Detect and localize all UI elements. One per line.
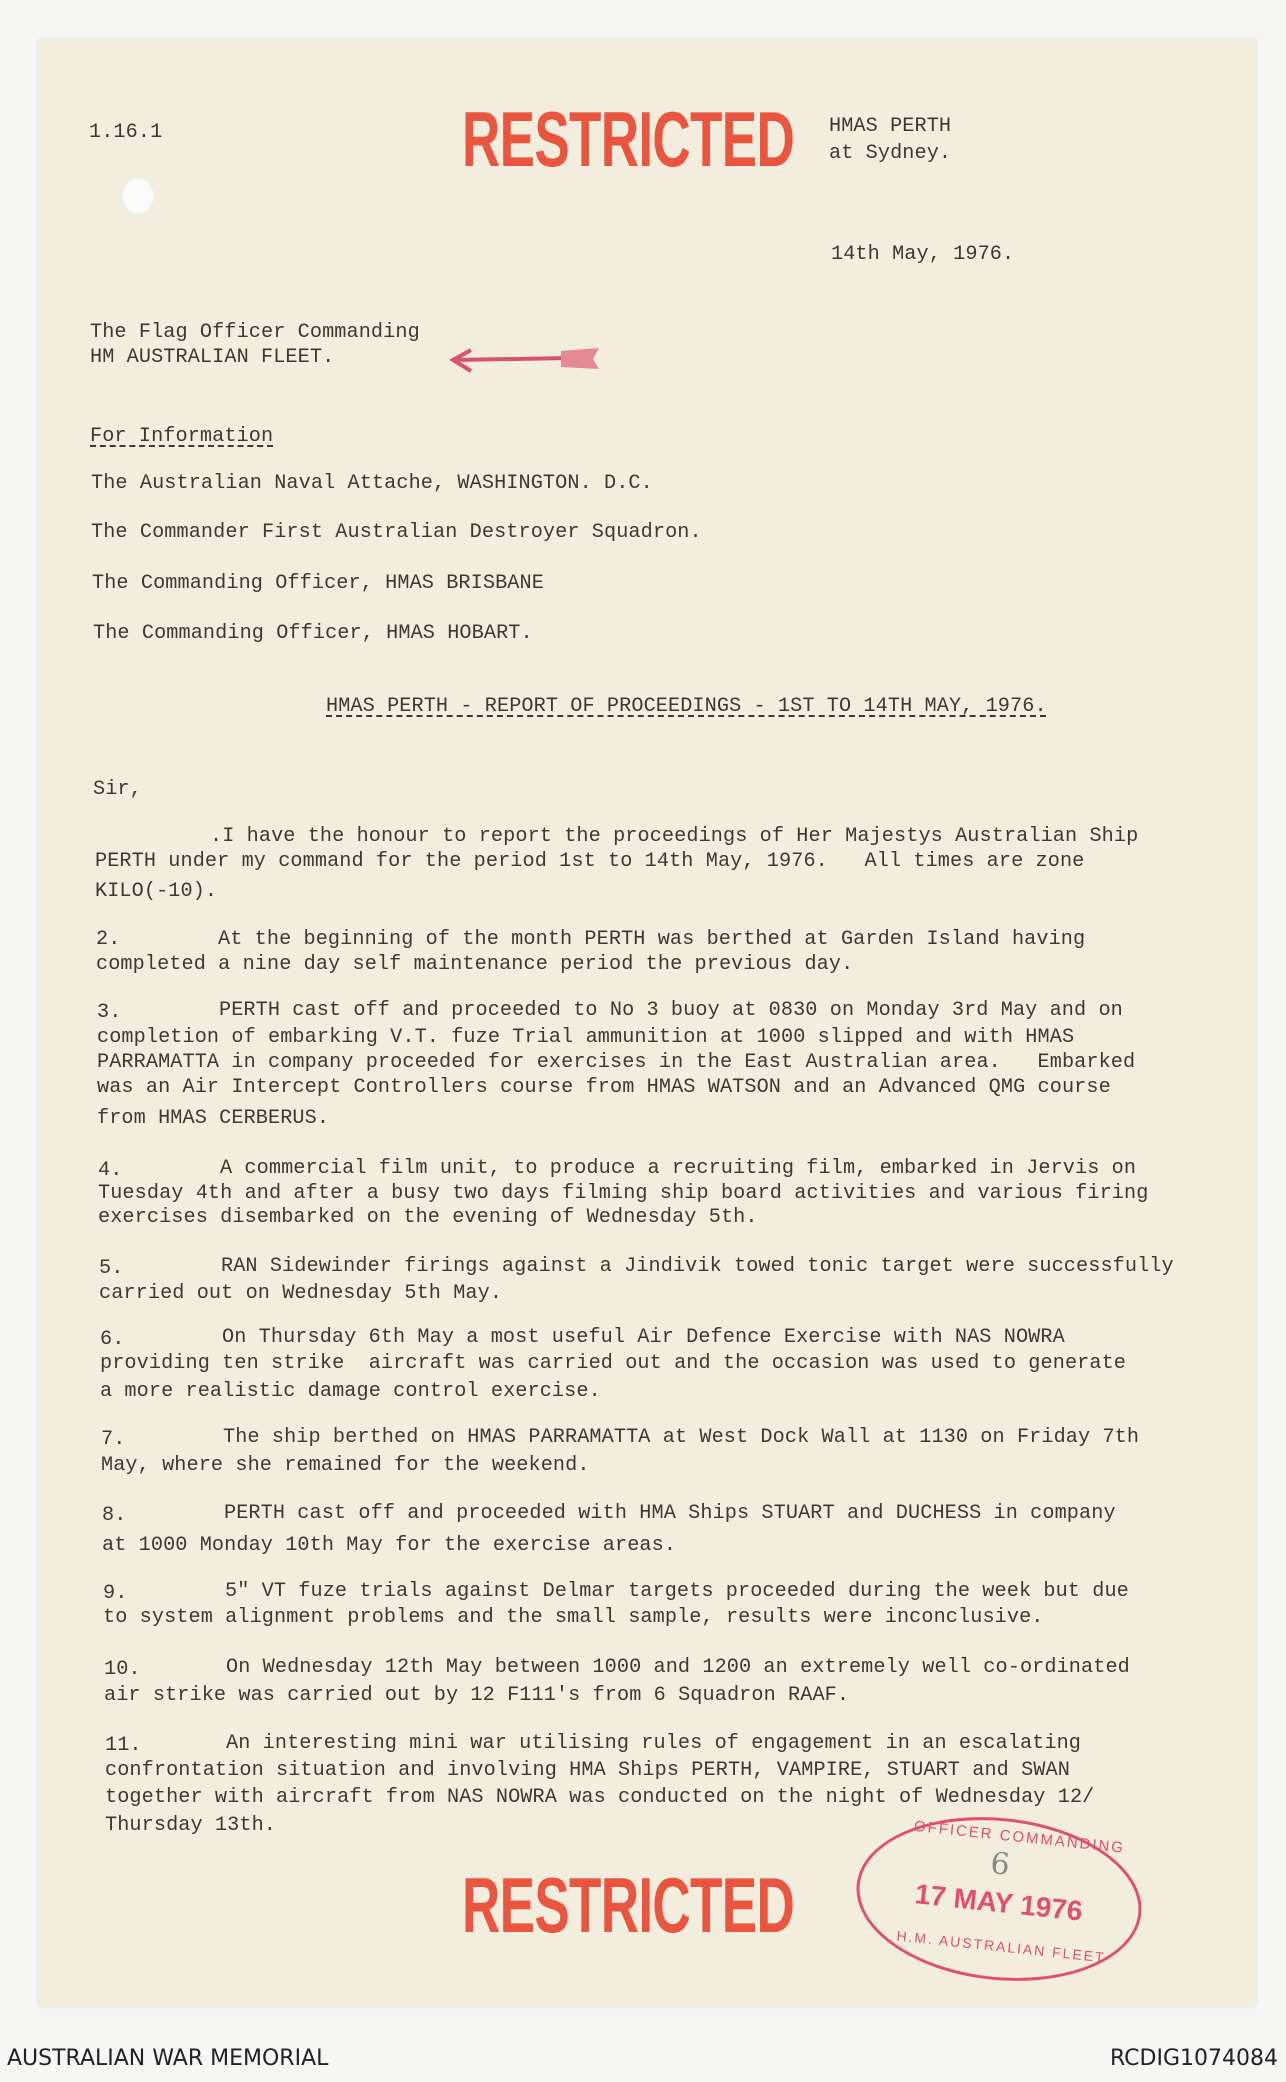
letter-date: 14th May, 1976. [831,243,1015,266]
salutation: Sir, [93,778,142,801]
paragraph-number: 4. [98,1159,123,1182]
ship-name: HMAS PERTH [829,115,952,138]
paragraph-line: carried out on Wednesday 5th May. [99,1282,503,1305]
arrow-mark [449,345,604,375]
paragraph-number: 5. [99,1257,124,1280]
paragraph-line: The ship berthed on HMAS PARRAMATTA at West Dock Wall at 1130 on Friday 7th [223,1426,1140,1449]
file-reference: 1.16.1 [89,121,163,144]
addressee-line: HM AUSTRALIAN FLEET. [90,346,335,369]
paragraph-number: 6. [100,1328,125,1351]
paragraph-line: On Thursday 6th May a most useful Air Defence Exercise with NAS NOWRA [222,1326,1065,1349]
paragraph-line: RAN Sidewinder firings against a Jindivik towed tonic target were successfully [221,1255,1174,1278]
paragraph-number: 2. [96,928,121,951]
paragraph-line: confrontation situation and involving HMA Ships PERTH, VAMPIRE, STUART and SWAN [105,1759,1070,1782]
paragraph-line: completion of embarking V.T. fuze Trial ammunition at 1000 slipped and with HMAS [97,1026,1075,1049]
ship-location: at Sydney. [829,142,952,165]
paragraph-line: a more realistic damage control exercise. [100,1380,601,1403]
paragraph-line: Tuesday 4th and after a busy two days filming ship board activities and various firing [98,1182,1149,1205]
recipient: The Australian Naval Attache, WASHINGTON. D.C. [91,472,653,495]
paragraph-line: May, where she remained for the weekend. [101,1454,590,1477]
recipient: The Commanding Officer, HMAS HOBART. [93,622,533,645]
paragraph-number: 8. [102,1504,127,1527]
stamp-bottom-text: H.M. AUSTRALIAN FLEET [895,1927,1107,1966]
paragraph-number: 7. [101,1428,126,1451]
handwritten-number: 6 [988,1846,1012,1883]
paragraph-line: together with aircraft from NAS NOWRA was conducted on the night of Wednesday 12/ [105,1786,1095,1809]
paragraph-line: was an Air Intercept Controllers course from HMAS WATSON and an Advanced QMG course [97,1076,1111,1099]
classification-bottom: RESTRICTED [462,1861,795,1949]
recipient: The Commanding Officer, HMAS BRISBANE [92,572,544,595]
paragraph-line: from HMAS CERBERUS. [97,1107,330,1130]
paragraph-line: PERTH under my command for the period 1st to 14th May, 1976. All times are zone [95,850,1085,873]
paragraph-line: PERTH cast off and proceeded with HMA Ships STUART and DUCHESS in company [224,1502,1116,1525]
paragraph-line: providing ten strike aircraft was carried out and the occasion was used to generate [100,1352,1127,1375]
paragraph-line: Thursday 13th. [105,1814,277,1837]
paragraph-line: completed a nine day self maintenance period the previous day. [96,953,854,976]
paragraph-line: air strike was carried out by 12 F111's from 6 Squadron RAAF. [104,1684,850,1707]
paragraph-line: PERTH cast off and proceeded to No 3 buoy at 0830 on Monday 3rd May and on [219,999,1123,1022]
paragraph-line: 5" VT fuze trials against Delmar targets proceeded during the week but due [225,1580,1129,1603]
paragraph-line: KILO(-10). [95,880,218,903]
paragraph-line: At the beginning of the month PERTH was berthed at Garden Island having [218,928,1086,951]
paragraph-line: exercises disembarked on the evening of Wednesday 5th. [98,1206,758,1229]
paragraph-line: A commercial film unit, to produce a recruiting film, embarked in Jervis on [220,1157,1137,1180]
paragraph-number: 10. [104,1658,141,1681]
addressee-line: The Flag Officer Commanding [90,321,420,344]
paragraph-number: 3. [97,1001,122,1024]
paragraph-line: PARRAMATTA in company proceeded for exercises in the East Australian area. Embarked [97,1051,1136,1074]
stamp-top-text: OFFICER COMMANDING [913,1817,1126,1857]
paragraph-line: .I have the honour to report the proceedings of Her Majestys Australian Ship [210,825,1139,848]
classification-top: RESTRICTED [462,95,795,183]
footer-record-id: RCDIG1074084 [1109,2046,1278,2071]
paragraph-number: 9. [103,1582,128,1605]
paragraph-line: to system alignment problems and the small sample, results were inconclusive. [103,1606,1044,1629]
paragraph-line: An interesting mini war utilising rules of engagement in an escalating [226,1732,1082,1755]
paragraph-line: at 1000 Monday 10th May for the exercise areas. [102,1534,677,1557]
stamp-date: 17 MAY 1976 [913,1878,1084,1927]
report-title: HMAS PERTH - REPORT OF PROCEEDINGS - 1ST TO 14TH MAY, 1976. [326,695,1047,718]
recipient: The Commander First Australian Destroyer Squadron. [91,521,702,544]
paragraph-number: 11. [105,1734,142,1757]
for-information-heading: For Information [90,425,274,448]
punch-hole [121,177,155,215]
footer-institution: AUSTRALIAN WAR MEMORIAL [7,2046,329,2071]
paragraph-line: On Wednesday 12th May between 1000 and 1200 an extremely well co-ordinated [226,1656,1130,1679]
